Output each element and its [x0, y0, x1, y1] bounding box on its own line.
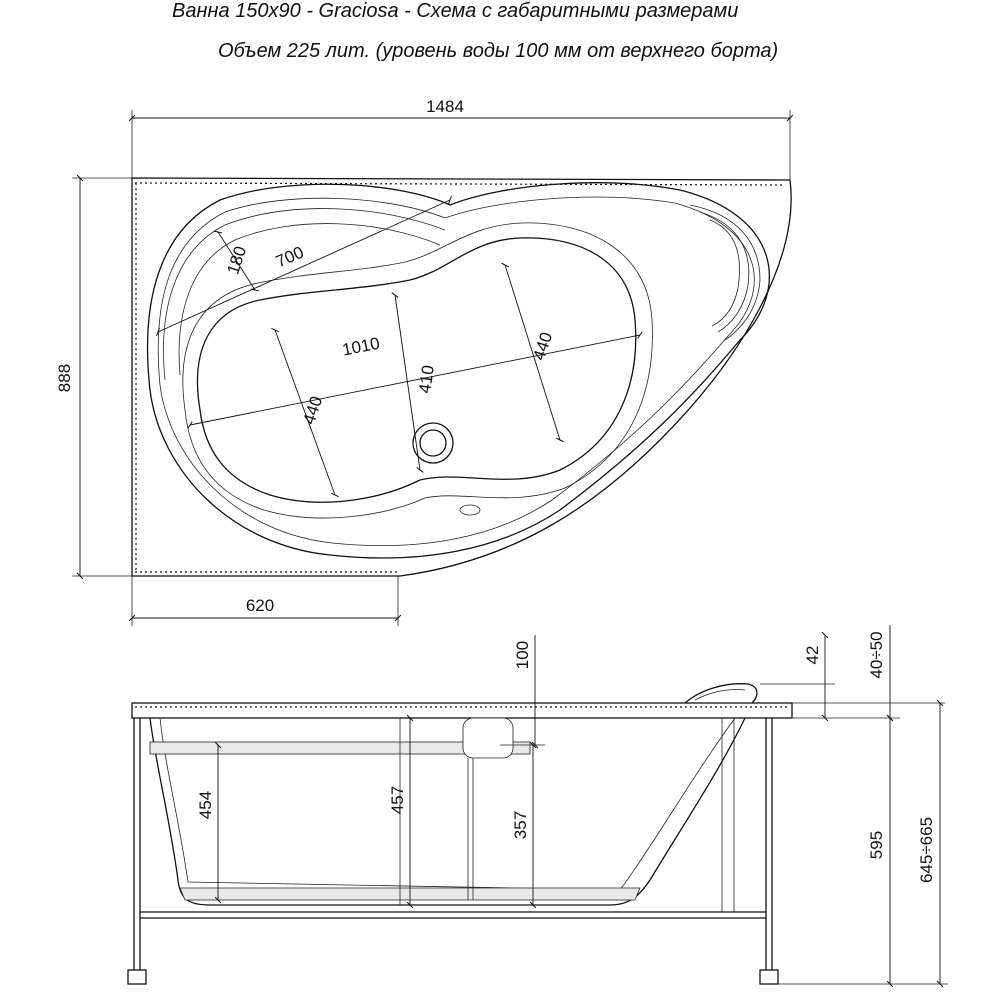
- basin-inner: [198, 238, 636, 502]
- drawing-subtitle: Объем 225 лит. (уровень воды 100 мм от верхнего борта): [218, 40, 779, 62]
- dim-454: 454: [196, 790, 215, 820]
- drawing-title: Ванна 150х90 - Graciosa - Схема с габаритными размерами: [172, 0, 739, 22]
- overflow-pipe: [463, 718, 513, 758]
- dim-1484: 1484: [426, 97, 464, 116]
- foot-right: [760, 970, 778, 984]
- dim-700: 700: [272, 242, 307, 272]
- dim-1010: 1010: [340, 333, 382, 360]
- dim-457: 457: [388, 785, 407, 815]
- dim-440-right: 440: [529, 329, 557, 363]
- dim-620: 620: [245, 596, 275, 615]
- dim-440-left: 440: [299, 393, 327, 427]
- dim-line-1010: [190, 335, 640, 425]
- headrest-side: [685, 684, 757, 703]
- side-view: [128, 625, 948, 984]
- drain-inner: [420, 430, 446, 456]
- dim-357: 357: [511, 810, 530, 840]
- dim-180: 180: [223, 243, 251, 277]
- overflow: [460, 505, 480, 515]
- dim-595: 595: [867, 830, 886, 860]
- dim-100: 100: [513, 640, 532, 670]
- dim-888: 888: [55, 363, 74, 393]
- foot-left: [128, 970, 146, 984]
- dim-line-700: [158, 200, 450, 332]
- top-view: [55, 97, 791, 626]
- drain-outer: [413, 423, 453, 463]
- dim-410: 410: [415, 363, 438, 395]
- dim-645-665: 645÷665: [917, 816, 936, 884]
- dim-40-50: 40÷50: [867, 631, 886, 679]
- tub-rim-side: [132, 703, 792, 718]
- dim-42: 42: [803, 645, 822, 665]
